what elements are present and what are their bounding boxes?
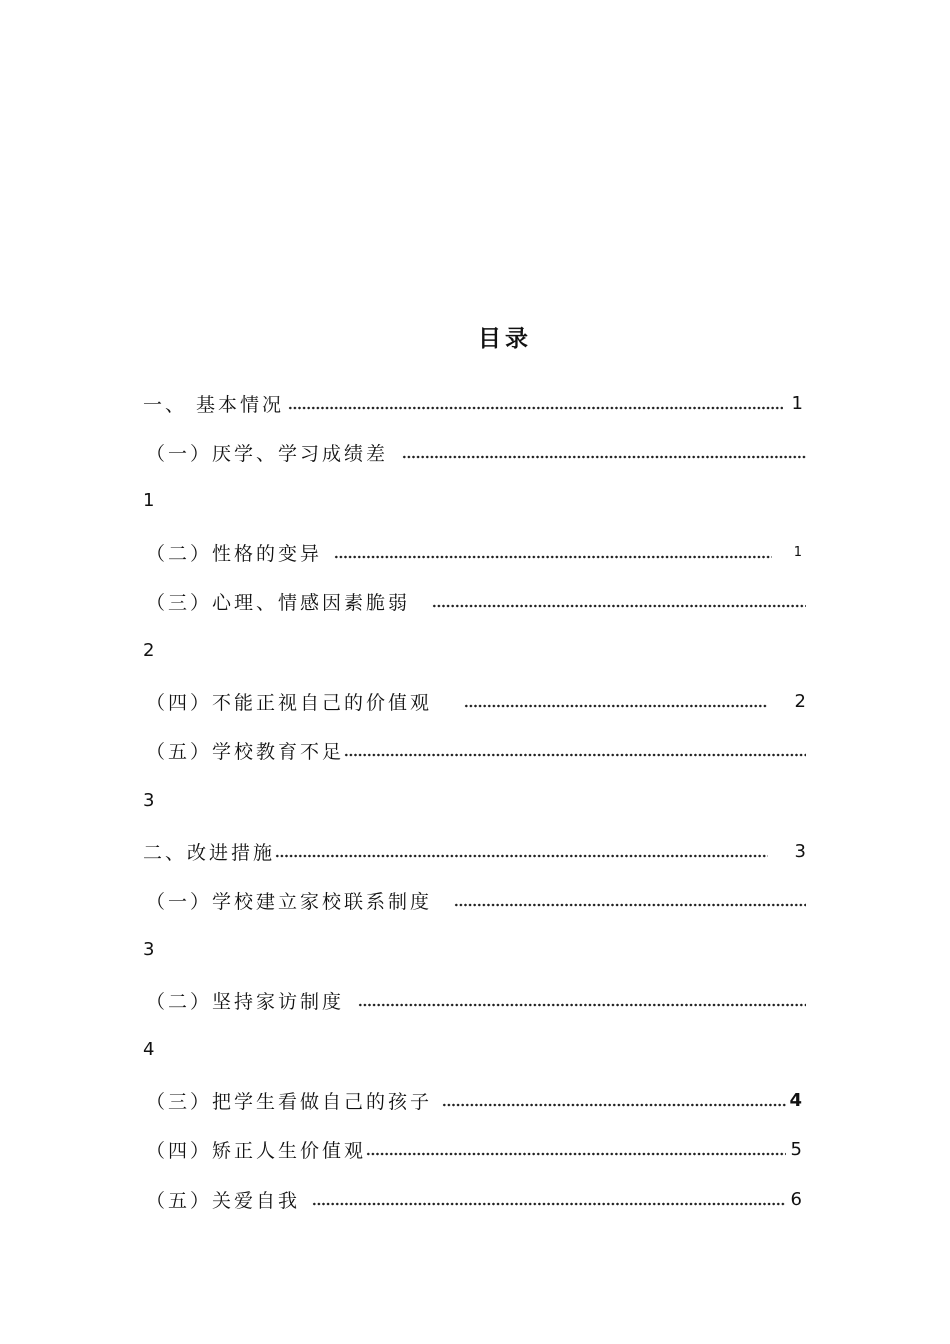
toc-entry-basic[interactable] [143,388,803,418]
dot-leader [312,1184,786,1214]
toc-entry-1-4[interactable] [146,686,806,716]
toc-entry-label: （一）厌学、学习成绩差 [146,442,389,465]
toc-entry-2-4[interactable] [146,1134,802,1164]
toc-wrapped-page: 4 [143,1039,155,1060]
toc-entry-label: （二）坚持家访制度 [146,990,345,1013]
toc-entry-page: 6 [790,1188,802,1210]
toc-entry-2-3[interactable] [146,1085,802,1115]
dot-leader [402,437,806,467]
toc-entry-2-5[interactable] [146,1184,802,1214]
dot-leader [288,388,783,418]
dot-leader [275,836,768,866]
toc-wrapped-page: 3 [143,939,155,960]
toc-entry-label: 二、改进措施 [143,841,276,864]
toc-wrapped-page: 1 [143,490,155,511]
toc-entry-1-1[interactable] [146,437,806,467]
toc-entry-label: （一）学校建立家校联系制度 [146,890,433,913]
toc-entry-page: 5 [790,1138,802,1160]
toc-wrapped-page: 2 [143,640,155,661]
toc-entry-label: （五）关爱自我 [146,1189,301,1212]
toc-entry-label: （四）矫正人生价值观 [146,1139,367,1162]
dot-leader [454,885,806,915]
dot-leader [334,537,772,567]
toc-entry-improve[interactable] [143,836,806,866]
toc-entry-label: （二）性格的变异 [146,542,323,565]
toc-entry-page: 1 [791,392,803,414]
toc-entry-page: 3 [794,840,806,862]
toc-entry-1-3[interactable] [146,586,806,616]
toc-entry-label: 一、 基本情况 [143,393,285,416]
toc-entry-label: （三）心理、情感因素脆弱 [146,591,411,614]
toc-title: 目录 [478,326,532,352]
dot-leader [366,1134,786,1164]
toc-entry-page: 2 [794,690,806,712]
toc-entry-page: 4 [789,1089,802,1111]
toc-entry-2-2[interactable] [146,985,806,1015]
toc-entry-label: （五）学校教育不足 [146,740,345,763]
toc-entry-page: 1 [793,544,802,560]
dot-leader [358,985,806,1015]
toc-entry-label: （三）把学生看做自己的孩子 [146,1090,433,1113]
toc-wrapped-page: 3 [143,790,155,811]
dot-leader [344,735,806,765]
dot-leader [432,586,806,616]
dot-leader [464,686,768,716]
toc-entry-2-1[interactable] [146,885,806,915]
toc-entry-1-2[interactable] [146,537,802,567]
toc-entry-1-5[interactable] [146,735,806,765]
dot-leader [442,1085,786,1115]
toc-entry-label: （四）不能正视自己的价值观 [146,691,433,714]
